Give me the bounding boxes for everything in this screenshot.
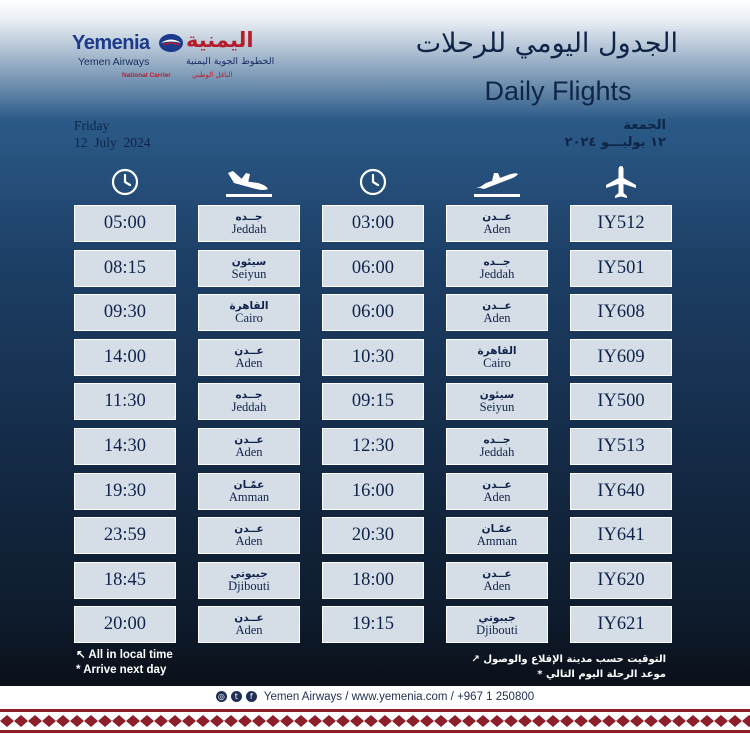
- destination-cell: [198, 517, 300, 554]
- footer-contact-text[interactable]: Yemen Airways / www.yemenia.com / +967 1 250800: [263, 690, 535, 703]
- departure-time-cell: [322, 562, 424, 599]
- departure-time-cell: [322, 383, 424, 420]
- origin-cell-ar-text: عــدن: [482, 211, 512, 223]
- flight-number-cell-text: IY501: [597, 258, 645, 278]
- destination-cell-en-text: Jeddah: [231, 222, 267, 236]
- destination-cell-ar-text: سيئون: [231, 256, 267, 268]
- full-date-en: 12 July 2024: [74, 135, 151, 150]
- departure-time-cell: [322, 205, 424, 242]
- airline-emblem-icon: [158, 32, 184, 54]
- footer-bar: [0, 686, 750, 707]
- destination-cell-ar-text: جــده: [235, 389, 263, 401]
- instagram-icon[interactable]: ◎: [216, 691, 227, 702]
- departure-time-cell: [322, 294, 424, 331]
- origin-cell-en-text: Aden: [483, 311, 511, 325]
- origin-cell-ar-text: جــده: [483, 434, 511, 446]
- origin-cell: [446, 562, 548, 599]
- departure-time-cell-text: 19:15: [351, 614, 395, 634]
- origin-cell-en-text: Amman: [476, 534, 518, 548]
- note-next-day-ar-text: موعد الرحلة اليوم التالي: [545, 669, 666, 680]
- destination-cell: [198, 606, 300, 643]
- departure-time-cell: [322, 473, 424, 510]
- note-local-time-en: ↖ All in local time: [76, 649, 173, 661]
- page-title-en: Daily Flights: [484, 76, 632, 106]
- origin-cell-ar-text: عــدن: [482, 300, 512, 312]
- destination-cell: [198, 473, 300, 510]
- arrival-time-cell: [74, 473, 176, 510]
- departure-time-cell-text: 18:00: [351, 570, 395, 590]
- flight-number-cell-text: IY608: [597, 302, 645, 322]
- flight-number-cell-text: IY513: [597, 436, 645, 456]
- destination-column-header: [198, 164, 300, 200]
- arrival-time-cell: [74, 428, 176, 465]
- notes-en: [76, 648, 173, 678]
- flight-number-cell: [570, 562, 672, 599]
- destination-cell-en-text: Seiyun: [231, 267, 267, 281]
- day-en: Friday: [74, 118, 110, 133]
- flight-number-cell: [570, 428, 672, 465]
- destination-cell-ar-text: عــدن: [234, 345, 264, 357]
- arrival-time-cell: [74, 383, 176, 420]
- destination-cell-ar-text: القاهرة: [229, 300, 269, 312]
- origin-cell-en-text: Aden: [483, 222, 511, 236]
- arrival-time-cell: [74, 606, 176, 643]
- arrival-time-cell: [74, 517, 176, 554]
- departure-time-column-header: [322, 164, 424, 200]
- flight-number-cell-text: IY609: [597, 347, 645, 367]
- flight-number-cell-text: IY621: [597, 614, 645, 634]
- departure-time-cell: [322, 339, 424, 376]
- clock-icon: [110, 167, 140, 197]
- departure-time-cell-text: 03:00: [351, 213, 395, 233]
- flight-number-cell: [570, 383, 672, 420]
- arrival-time-cell: [74, 250, 176, 287]
- arrival-time-column-header: [74, 164, 176, 200]
- origin-cell: [446, 606, 548, 643]
- destination-cell: [198, 205, 300, 242]
- arrival-time-cell-text: 11:30: [104, 391, 146, 411]
- asterisk-icon: *: [537, 669, 543, 680]
- flight-number-cell: [570, 473, 672, 510]
- arrival-time-cell: [74, 562, 176, 599]
- origin-cell-ar-text: عــدن: [482, 479, 512, 491]
- departure-time-cell: [322, 517, 424, 554]
- arrival-time-cell-text: 18:45: [103, 570, 147, 590]
- departure-time-cell: [322, 606, 424, 643]
- origin-cell-ar-text: سيئون: [479, 389, 515, 401]
- flight-number-cell: [570, 339, 672, 376]
- destination-cell: [198, 294, 300, 331]
- destination-cell-en-text: Aden: [235, 534, 263, 548]
- origin-column-header: [446, 164, 548, 200]
- day-ar: الجمعة: [623, 118, 666, 133]
- departure-time-cell-text: 12:30: [351, 436, 395, 456]
- departure-time-cell-text: 10:30: [351, 347, 395, 367]
- destination-cell: [198, 383, 300, 420]
- clock-hand-icon: ↗: [471, 654, 480, 665]
- date-en: [74, 117, 151, 151]
- destination-cell: [198, 250, 300, 287]
- destination-cell-en-text: Aden: [235, 445, 263, 459]
- flight-number-cell: [570, 205, 672, 242]
- flight-number-cell: [570, 294, 672, 331]
- origin-cell: [446, 517, 548, 554]
- arrival-time-cell-text: 14:30: [103, 436, 147, 456]
- destination-cell-ar-text: عــدن: [234, 523, 264, 535]
- facebook-icon[interactable]: f: [246, 691, 257, 702]
- logo-text-ar: اليمنية: [186, 28, 254, 52]
- origin-cell-ar-text: عمّـان: [481, 523, 513, 535]
- origin-cell-en-text: Aden: [483, 490, 511, 504]
- destination-cell-en-text: Aden: [235, 623, 263, 637]
- destination-cell: [198, 339, 300, 376]
- destination-cell: [198, 562, 300, 599]
- destination-cell-ar-text: جيبوتي: [230, 568, 268, 580]
- arrival-time-cell: [74, 205, 176, 242]
- plane-landing-icon: [224, 165, 274, 199]
- note-next-day-en: * Arrive next day: [76, 664, 167, 676]
- destination-cell-en-text: Aden: [235, 356, 263, 370]
- logo-subtitle-en: Yemen Airways: [78, 56, 150, 68]
- arrival-time-cell: [74, 294, 176, 331]
- origin-cell-ar-text: القاهرة: [477, 345, 517, 357]
- departure-time-cell: [322, 428, 424, 465]
- destination-cell-en-text: Cairo: [235, 311, 263, 325]
- note-local-time-ar: [471, 652, 666, 667]
- destination-cell-en-text: Amman: [228, 490, 270, 504]
- origin-cell: [446, 205, 548, 242]
- origin-cell-en-text: Jeddah: [479, 267, 515, 281]
- origin-cell: [446, 473, 548, 510]
- departure-time-cell-text: 16:00: [351, 481, 395, 501]
- plane-icon: [604, 164, 638, 200]
- destination-cell-ar-text: عمّـان: [233, 479, 265, 491]
- arrival-time-cell-text: 14:00: [103, 347, 147, 367]
- origin-cell-en-text: Seiyun: [479, 400, 515, 414]
- destination-cell: [198, 428, 300, 465]
- destination-cell-ar-text: عــدن: [234, 434, 264, 446]
- origin-cell: [446, 428, 548, 465]
- logo-subtitle-ar: الخطوط الجوية اليمنية: [186, 56, 275, 67]
- origin-cell-en-text: Djibouti: [476, 623, 518, 637]
- note-next-day-ar: [471, 667, 666, 682]
- destination-cell-en-text: Djibouti: [228, 579, 270, 593]
- page-title-ar: الجدول اليومي للرحلات: [415, 28, 678, 59]
- logo-text-en: Yemenia: [72, 32, 150, 54]
- plane-departure-icon: [472, 165, 522, 199]
- clock-icon: [358, 167, 388, 197]
- departure-time-cell-text: 06:00: [351, 302, 395, 322]
- arrival-time-cell-text: 23:59: [103, 525, 147, 545]
- flight-number-column-header: [570, 164, 672, 200]
- flight-number-cell-text: IY500: [597, 391, 645, 411]
- date-ar: [565, 117, 666, 151]
- origin-cell: [446, 294, 548, 331]
- note-local-time-ar-text: التوقيت حسب مدينة الإقلاع والوصول: [483, 654, 666, 665]
- origin-cell: [446, 250, 548, 287]
- flight-number-cell: [570, 517, 672, 554]
- departure-time-cell-text: 06:00: [351, 258, 395, 278]
- logo-national-carrier-en: National Carrier: [122, 72, 171, 79]
- origin-cell-en-text: Jeddah: [479, 445, 515, 459]
- destination-cell-ar-text: عــدن: [234, 612, 264, 624]
- origin-cell-ar-text: عــدن: [482, 568, 512, 580]
- origin-cell: [446, 383, 548, 420]
- destination-cell-ar-text: جــده: [235, 211, 263, 223]
- origin-cell-ar-text: جيبوتي: [478, 612, 516, 624]
- departure-time-cell-text: 09:15: [351, 391, 395, 411]
- twitter-icon[interactable]: t: [231, 691, 242, 702]
- flight-number-cell: [570, 250, 672, 287]
- decorative-pattern-band: [0, 707, 750, 735]
- arrival-time-cell: [74, 339, 176, 376]
- arrival-time-cell-text: 19:30: [103, 481, 147, 501]
- flight-number-cell-text: IY512: [597, 213, 645, 233]
- notes-ar: [471, 652, 666, 682]
- arrival-time-cell-text: 09:30: [103, 302, 147, 322]
- departure-time-cell-text: 20:30: [351, 525, 395, 545]
- flight-number-cell-text: IY641: [597, 525, 645, 545]
- departure-time-cell: [322, 250, 424, 287]
- arrival-time-cell-text: 08:15: [103, 258, 147, 278]
- origin-cell-ar-text: جــده: [483, 256, 511, 268]
- flight-number-cell-text: IY620: [597, 570, 645, 590]
- arrival-time-cell-text: 05:00: [103, 213, 147, 233]
- full-date-ar: ١٢ يوليـــو ٢٠٢٤: [564, 135, 666, 150]
- origin-cell: [446, 339, 548, 376]
- logo-national-carrier-ar: الناقل الوطني: [192, 71, 233, 79]
- flight-number-cell-text: IY640: [597, 481, 645, 501]
- yemenia-logo[interactable]: [72, 28, 282, 84]
- arrival-time-cell-text: 20:00: [103, 614, 147, 634]
- origin-cell-en-text: Aden: [483, 579, 511, 593]
- flight-number-cell: [570, 606, 672, 643]
- origin-cell-en-text: Cairo: [483, 356, 511, 370]
- destination-cell-en-text: Jeddah: [231, 400, 267, 414]
